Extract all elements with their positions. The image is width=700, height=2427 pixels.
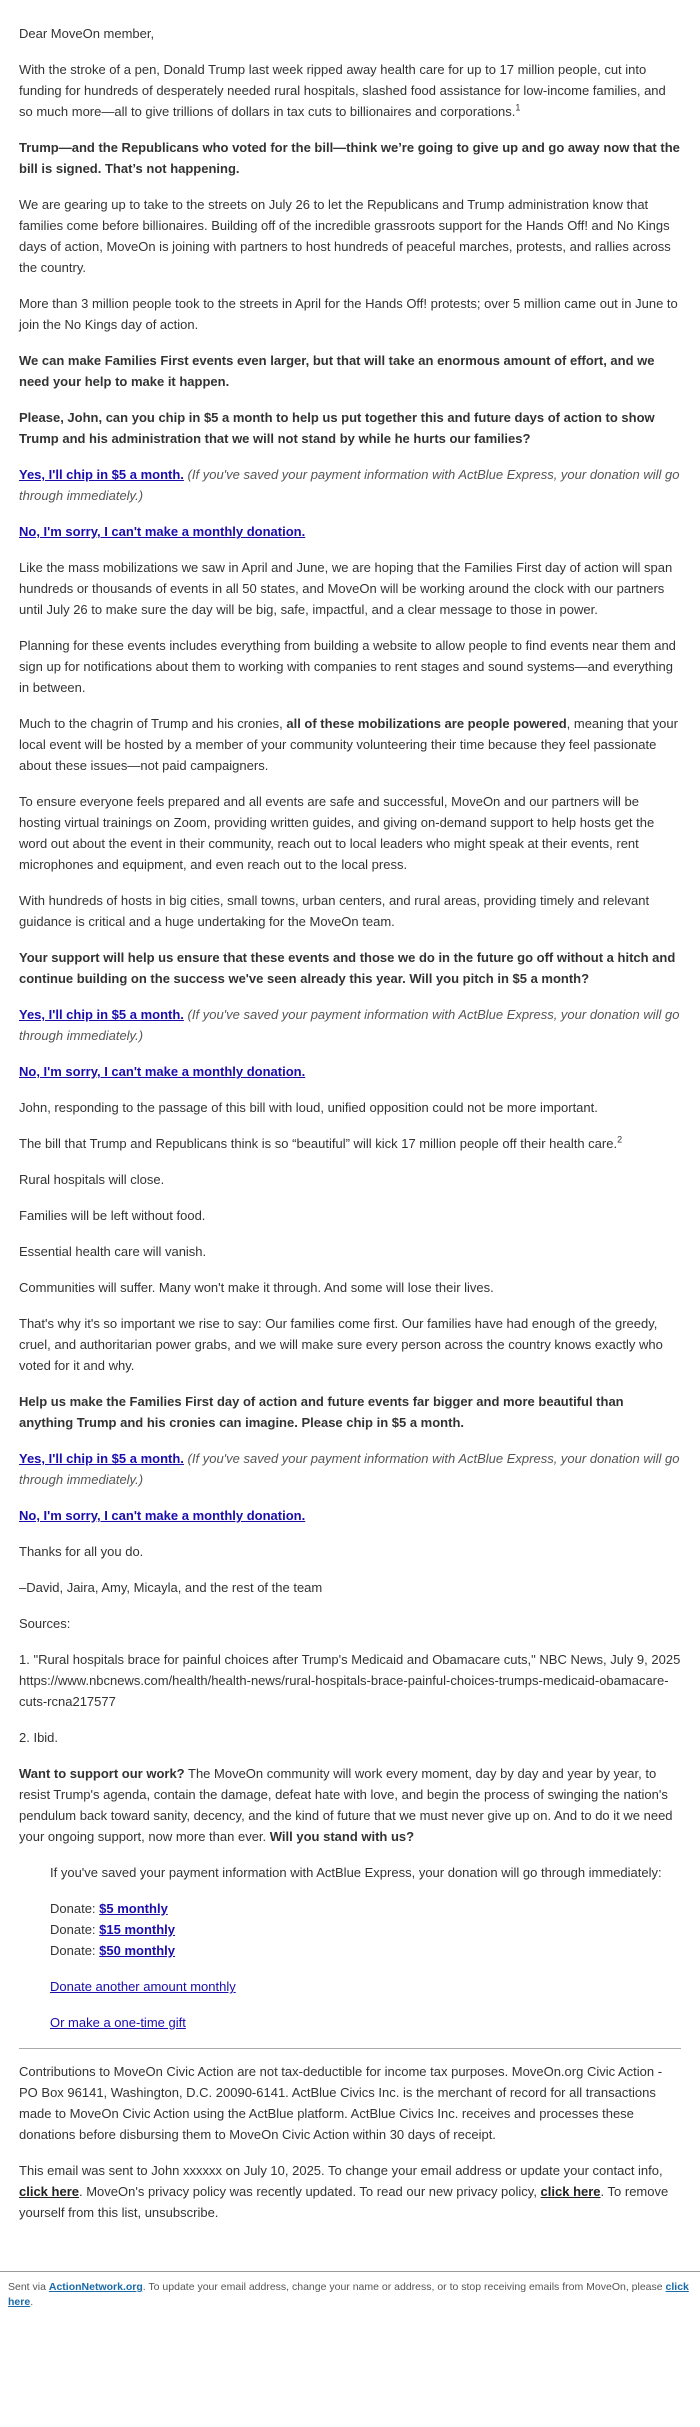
chip-in-link[interactable]: Yes, I'll chip in $5 a month. xyxy=(19,467,184,482)
paragraph xyxy=(19,59,681,122)
decline-block xyxy=(19,1505,681,1526)
source-citation: 1. "Rural hospitals brace for painful choices after Trump's Medicaid and Obamacare cuts," NBC News, July 9, 2025 xyxy=(19,1652,681,1667)
express-note: If you've saved your payment information with ActBlue Express, your donation will go through immediately: xyxy=(50,1865,662,1880)
paragraph: John, responding to the passage of this bill with loud, unified opposition could not be more important. xyxy=(19,1100,598,1115)
thanks: Thanks for all you do. xyxy=(19,1544,144,1559)
footer-text: . To update your email address, change your name or address, or to stop receiving emails from MoveOn, please xyxy=(142,2281,666,2293)
sources-label: Sources: xyxy=(19,1616,71,1631)
paragraph-text: Much to the chagrin of Trump and his cronies, xyxy=(19,716,287,731)
donate-prefix: Donate: xyxy=(50,1943,96,1958)
paragraph: Communities will suffer. Many won't make it through. And some will lose their lives. xyxy=(19,1280,494,1295)
decline-link[interactable]: No, I'm sorry, I can't make a monthly donation. xyxy=(19,524,306,539)
paragraph: Like the mass mobilizations we saw in April and June, we are hoping that the Families First day of action will span hundreds or thousands of events in all 50 states, and MoveOn will be working around the clock with our partners until July 26 to make sure the day will be big, safe, impactful, and a clear message to those in power. xyxy=(19,560,673,617)
cta-block xyxy=(19,464,681,506)
decline-block xyxy=(19,1061,681,1082)
paragraph xyxy=(19,1133,681,1154)
paragraph-bold: We can make Families First events even larger, but that will take an enormous amount of effort, and we need your help to make it happen. xyxy=(19,353,655,389)
donate-other-block xyxy=(50,1976,681,1997)
donate-15-monthly-link[interactable]: $15 monthly xyxy=(99,1922,176,1937)
source-1 xyxy=(19,1649,681,1712)
support-close: Will you stand with us? xyxy=(269,1829,415,1844)
cta-block xyxy=(19,1004,681,1046)
cta-note: (If you've saved your payment information with ActBlue Express, your donation will go through immediately.) xyxy=(19,467,680,503)
donate-option xyxy=(50,1898,681,1919)
decline-block xyxy=(19,521,681,542)
greeting: Dear MoveOn member, xyxy=(19,26,155,41)
one-time-gift-link[interactable]: Or make a one-time gift xyxy=(50,2015,186,2030)
disclaimer: Contributions to MoveOn Civic Action are not tax-deductible for income tax purposes. MoveOn.org Civic Action - PO Box 96141, Washington, D.C. 20090-6141. ActBlue Civics Inc. is the merchant of record for all transactions made to MoveOn Civic Action using the ActBlue platform. ActBlue Civics Inc. receives and processes these donations before disbursing them to MoveOn Civic Action within 30 days of receipt. xyxy=(19,2064,663,2142)
actionnetwork-link[interactable]: ActionNetwork.org xyxy=(48,2281,143,2293)
paragraph: Rural hospitals will close. xyxy=(19,1172,165,1187)
donate-onetime-block xyxy=(50,2012,681,2033)
paragraph-bold: Your support will help us ensure that these events and those we do in the future go off without a hitch and continue building on the success we've seen already this year. Will you pitch in $5 a month? xyxy=(19,950,676,986)
paragraph-text: , meaning that your local event will be hosted by a member of your community volunteering their time because they feel passionate about these issues—not paid campaigners. xyxy=(19,716,678,773)
paragraph: Families will be left without food. xyxy=(19,1208,206,1223)
paragraph: With hundreds of hosts in big cities, small towns, urban centers, and rural areas, providing timely and relevant guidance is critical and a huge undertaking for the MoveOn team. xyxy=(19,893,650,929)
support-lead: Want to support our work? xyxy=(19,1766,185,1781)
paragraph-bold: Trump—and the Republicans who voted for the bill—think we’re going to give up and go away now that the bill is signed. That’s not happening. xyxy=(19,140,680,176)
paragraph: We are gearing up to take to the streets on July 26 to let the Republicans and Trump administration know that families come before billionaires. Building off of the incredible grassroots support for the Hands Off! and No Kings days of action, MoveOn is joining with partners to host hundreds of peaceful marches, protests, and rallies across the country. xyxy=(19,197,671,275)
decline-link[interactable]: No, I'm sorry, I can't make a monthly donation. xyxy=(19,1064,306,1079)
paragraph-text: With the stroke of a pen, Donald Trump last week ripped away health care for up to 17 million people, cut into funding for hundreds of desperately needed rural hospitals, slashed food assistance for low-income families, and so much more—all to give trillions of dollars in tax cuts to billionaires and corporations. xyxy=(19,62,666,119)
paragraph: More than 3 million people took to the streets in April for the Hands Off! protests; over 5 million came out in June to join the No Kings day of action. xyxy=(19,296,678,332)
donate-50-monthly-link[interactable]: $50 monthly xyxy=(99,1943,176,1958)
source-2: 2. Ibid. xyxy=(19,1730,59,1745)
paragraph: Essential health care will vanish. xyxy=(19,1244,207,1259)
update-contact-link[interactable]: click here xyxy=(19,2184,79,2199)
paragraph-emphasis: all of these mobilizations are people powered xyxy=(286,716,567,731)
donate-option xyxy=(50,1919,681,1940)
sent-text: This email was sent to John xxxxxx on July 10, 2025. To change your email address or update your contact info, xyxy=(19,2163,663,2178)
footer-text: . xyxy=(30,2296,34,2308)
sent-text: . MoveOn's privacy policy was recently updated. To read our new privacy policy, xyxy=(79,2184,541,2199)
donate-other-amount-link[interactable]: Donate another amount monthly xyxy=(50,1979,236,1994)
chip-in-link[interactable]: Yes, I'll chip in $5 a month. xyxy=(19,1451,184,1466)
chip-in-link[interactable]: Yes, I'll chip in $5 a month. xyxy=(19,1007,184,1022)
source-url: https://www.nbcnews.com/health/health-news/rural-hospitals-brace-painful-choices-trumps-medicaid-obamacare-cuts-rcna217577 xyxy=(19,1673,669,1709)
decline-link[interactable]: No, I'm sorry, I can't make a monthly donation. xyxy=(19,1508,306,1523)
support-body: The MoveOn community will work every moment, day by day and year by year, to resist Trump's agenda, contain the damage, defeat hate with love, and begin the process of swinging the nation's pendulum back toward sanity, decency, and the kind of future that we must never give up on. And to do it we need your ongoing support, now more than ever. xyxy=(19,1766,673,1844)
donate-5-monthly-link[interactable]: $5 monthly xyxy=(99,1901,168,1916)
donate-option xyxy=(50,1940,681,1961)
divider xyxy=(19,2048,681,2049)
cta-block xyxy=(19,1448,681,1490)
footer-text: Sent via xyxy=(8,2281,49,2293)
sent-text: . To remove yourself from this list, unsubscribe. xyxy=(19,2184,669,2220)
cta-note: (If you've saved your payment information with ActBlue Express, your donation will go through immediately.) xyxy=(19,1007,680,1043)
donation-box xyxy=(19,1862,681,2033)
paragraph-text: The bill that Trump and Republicans think is so “beautiful” will kick 17 million people off their health care. xyxy=(19,1136,618,1151)
paragraph: That's why it's so important we rise to say: Our families come first. Our families have had enough of the greedy, cruel, and authoritarian power grabs, and we will make sure every person across the country knows exactly who voted for it and why. xyxy=(19,1316,663,1373)
signoff: –David, Jaira, Amy, Micayla, and the rest of the team xyxy=(19,1580,323,1595)
donate-options xyxy=(50,1898,681,1961)
footer-click-here-link[interactable]: click here xyxy=(8,2281,689,2308)
paragraph xyxy=(19,713,681,776)
footnote-ref-1: 1 xyxy=(515,102,521,113)
paragraph-bold: Please, John, can you chip in $5 a month to help us put together this and future days of action to show Trump and his administration that we will not stand by while he hurts our families? xyxy=(19,410,655,446)
paragraph: Planning for these events includes everything from building a website to allow people to find events near them and sign up for notifications about them to working with companies to rent stages and sound systems—and everything in between. xyxy=(19,638,676,695)
paragraph: To ensure everyone feels prepared and all events are safe and successful, MoveOn and our partners will be hosting virtual trainings on Zoom, providing written guides, and giving on-demand support to help hosts get the word out about the event in their community, reach out to local leaders who might speak at their events, rent microphones and equipment, and even reach out to the local press. xyxy=(19,794,655,872)
footer xyxy=(0,2271,700,2322)
privacy-policy-link[interactable]: click here xyxy=(540,2184,601,2199)
donate-prefix: Donate: xyxy=(50,1901,96,1916)
sent-notice xyxy=(19,2160,681,2223)
footnote-ref-2: 2 xyxy=(617,1134,623,1145)
paragraph-bold: Help us make the Families First day of action and future events far bigger and more beautiful than anything Trump and his cronies can imagine. Please chip in $5 a month. xyxy=(19,1394,624,1430)
cta-note: (If you've saved your payment information with ActBlue Express, your donation will go through immediately.) xyxy=(19,1451,680,1487)
support-paragraph xyxy=(19,1763,681,1847)
donate-prefix: Donate: xyxy=(50,1922,96,1937)
